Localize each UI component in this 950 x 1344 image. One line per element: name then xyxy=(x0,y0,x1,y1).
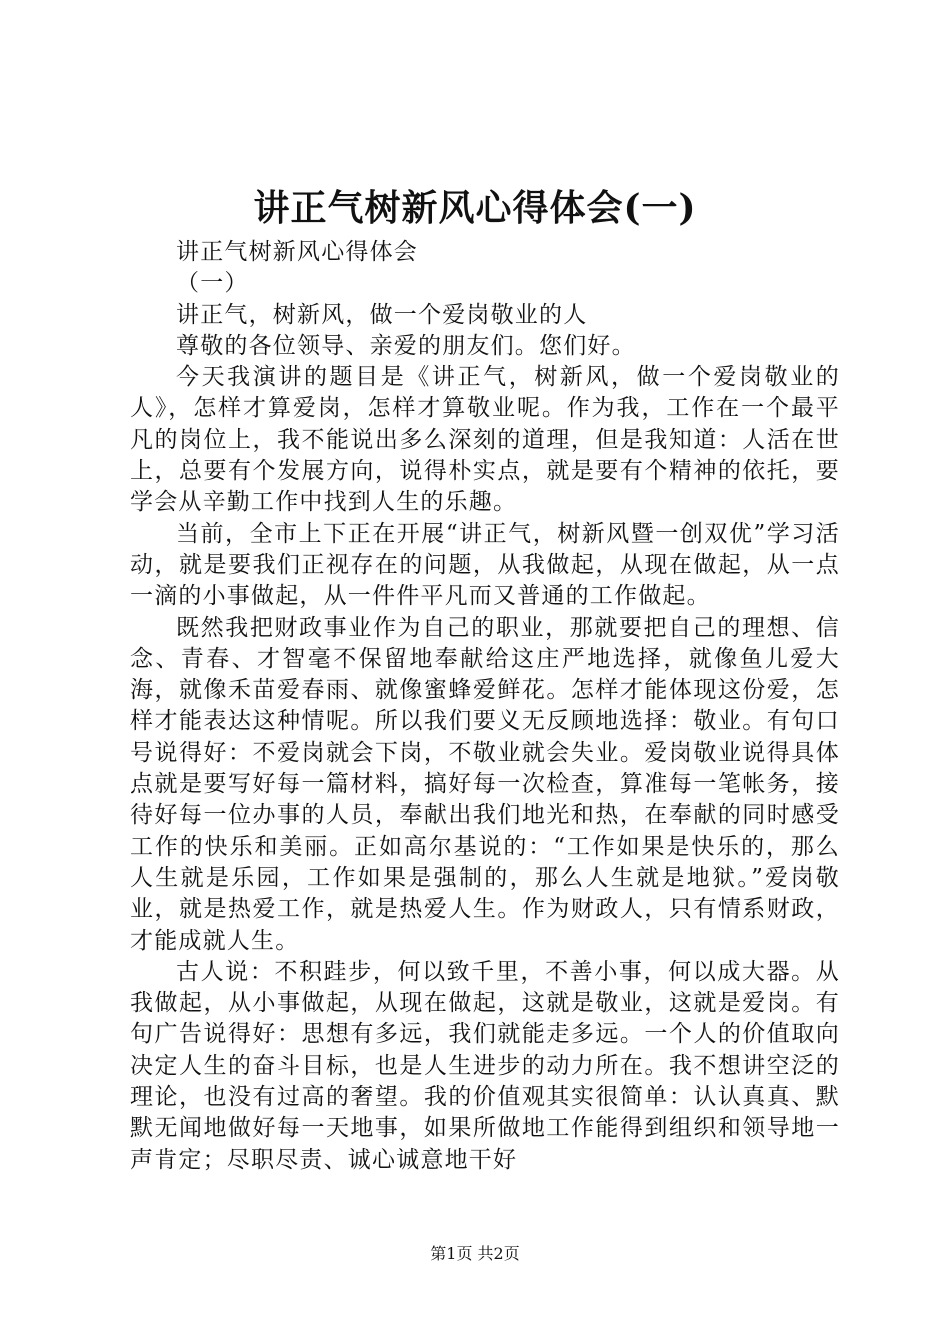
section-number: （一） xyxy=(176,270,249,297)
paragraph: 当前，全市上下正在开展“讲正气，树新风暨一创双优”学习活动，就是要我们正视存在的问题，从我做起，从现在做起，从一点一滴的小事做起，从一件件平凡而又普通的工作做起。 xyxy=(130,520,840,610)
subtitle-line: 讲正气树新风心得体会 xyxy=(176,239,418,265)
greeting-line: 尊敬的各位领导、亲爱的朋友们。您们好。 xyxy=(176,332,636,359)
speech-heading: 讲正气，树新风，做一个爱岗敬业的人 xyxy=(176,301,588,328)
paragraph: 今天我演讲的题目是《讲正气，树新风，做一个爱岗敬业的人》，怎样才算爱岗，怎样才算敬业呢。作为我，工作在一个最平凡的岗位上，我不能说出多么深刻的道理，但是我知道：人活在世上，总要有个发展方向，说得朴实点，就是要有个精神的依托，要学会从辛勤工作中找到人生的乐趣。 xyxy=(130,364,840,516)
document-title: 讲正气树新风心得体会(一) xyxy=(253,187,697,229)
paragraph: 古人说：不积跬步，何以致千里，不善小事，何以成大器。从我做起，从小事做起，从现在做起，这就是敬业，这就是爱岗。有句广告说得好：思想有多远，我们就能走多远。一个人的价值取向决定人生的奋斗目标，也是人生进步的动力所在。我不想讲空泛的理论，也没有过高的奢望。我的价值观其实很简单：认认真真、默默无闻地做好每一天地事，如果所做地工作能得到组织和领导地一声肯定；尽职尽责、诚心诚意地干好 xyxy=(130,958,840,1173)
paragraph: 既然我把财政事业作为自己的职业，那就要把自己的理想、信念、青春、才智毫不保留地奉献给这庄严地选择，就像鱼儿爱大海，就像禾苗爱春雨、就像蜜蜂爱鲜花。怎样才能体现这份爱，怎样才能表达这种情呢。所以我们要义无反顾地选择：敬业。有句口号说得好：不爱岗就会下岗，不敬业就会失业。爱岗敬业说得具体点就是要写好每一篇材料，搞好每一次检查，算准每一笔帐务，接待好每一位办事的人员，奉献出我们地光和热，在奉献的同时感受工作的快乐和美丽。正如高尔基说的：“工作如果是快乐的，那么人生就是乐园，工作如果是强制的，那么人生就是地狱。”爱岗敬业，就是热爱工作，就是热爱人生。作为财政人，只有情系财政，才能成就人生。 xyxy=(130,614,840,954)
page-footer: 第1页 共2页 xyxy=(430,1244,520,1263)
document-body xyxy=(130,237,840,1176)
